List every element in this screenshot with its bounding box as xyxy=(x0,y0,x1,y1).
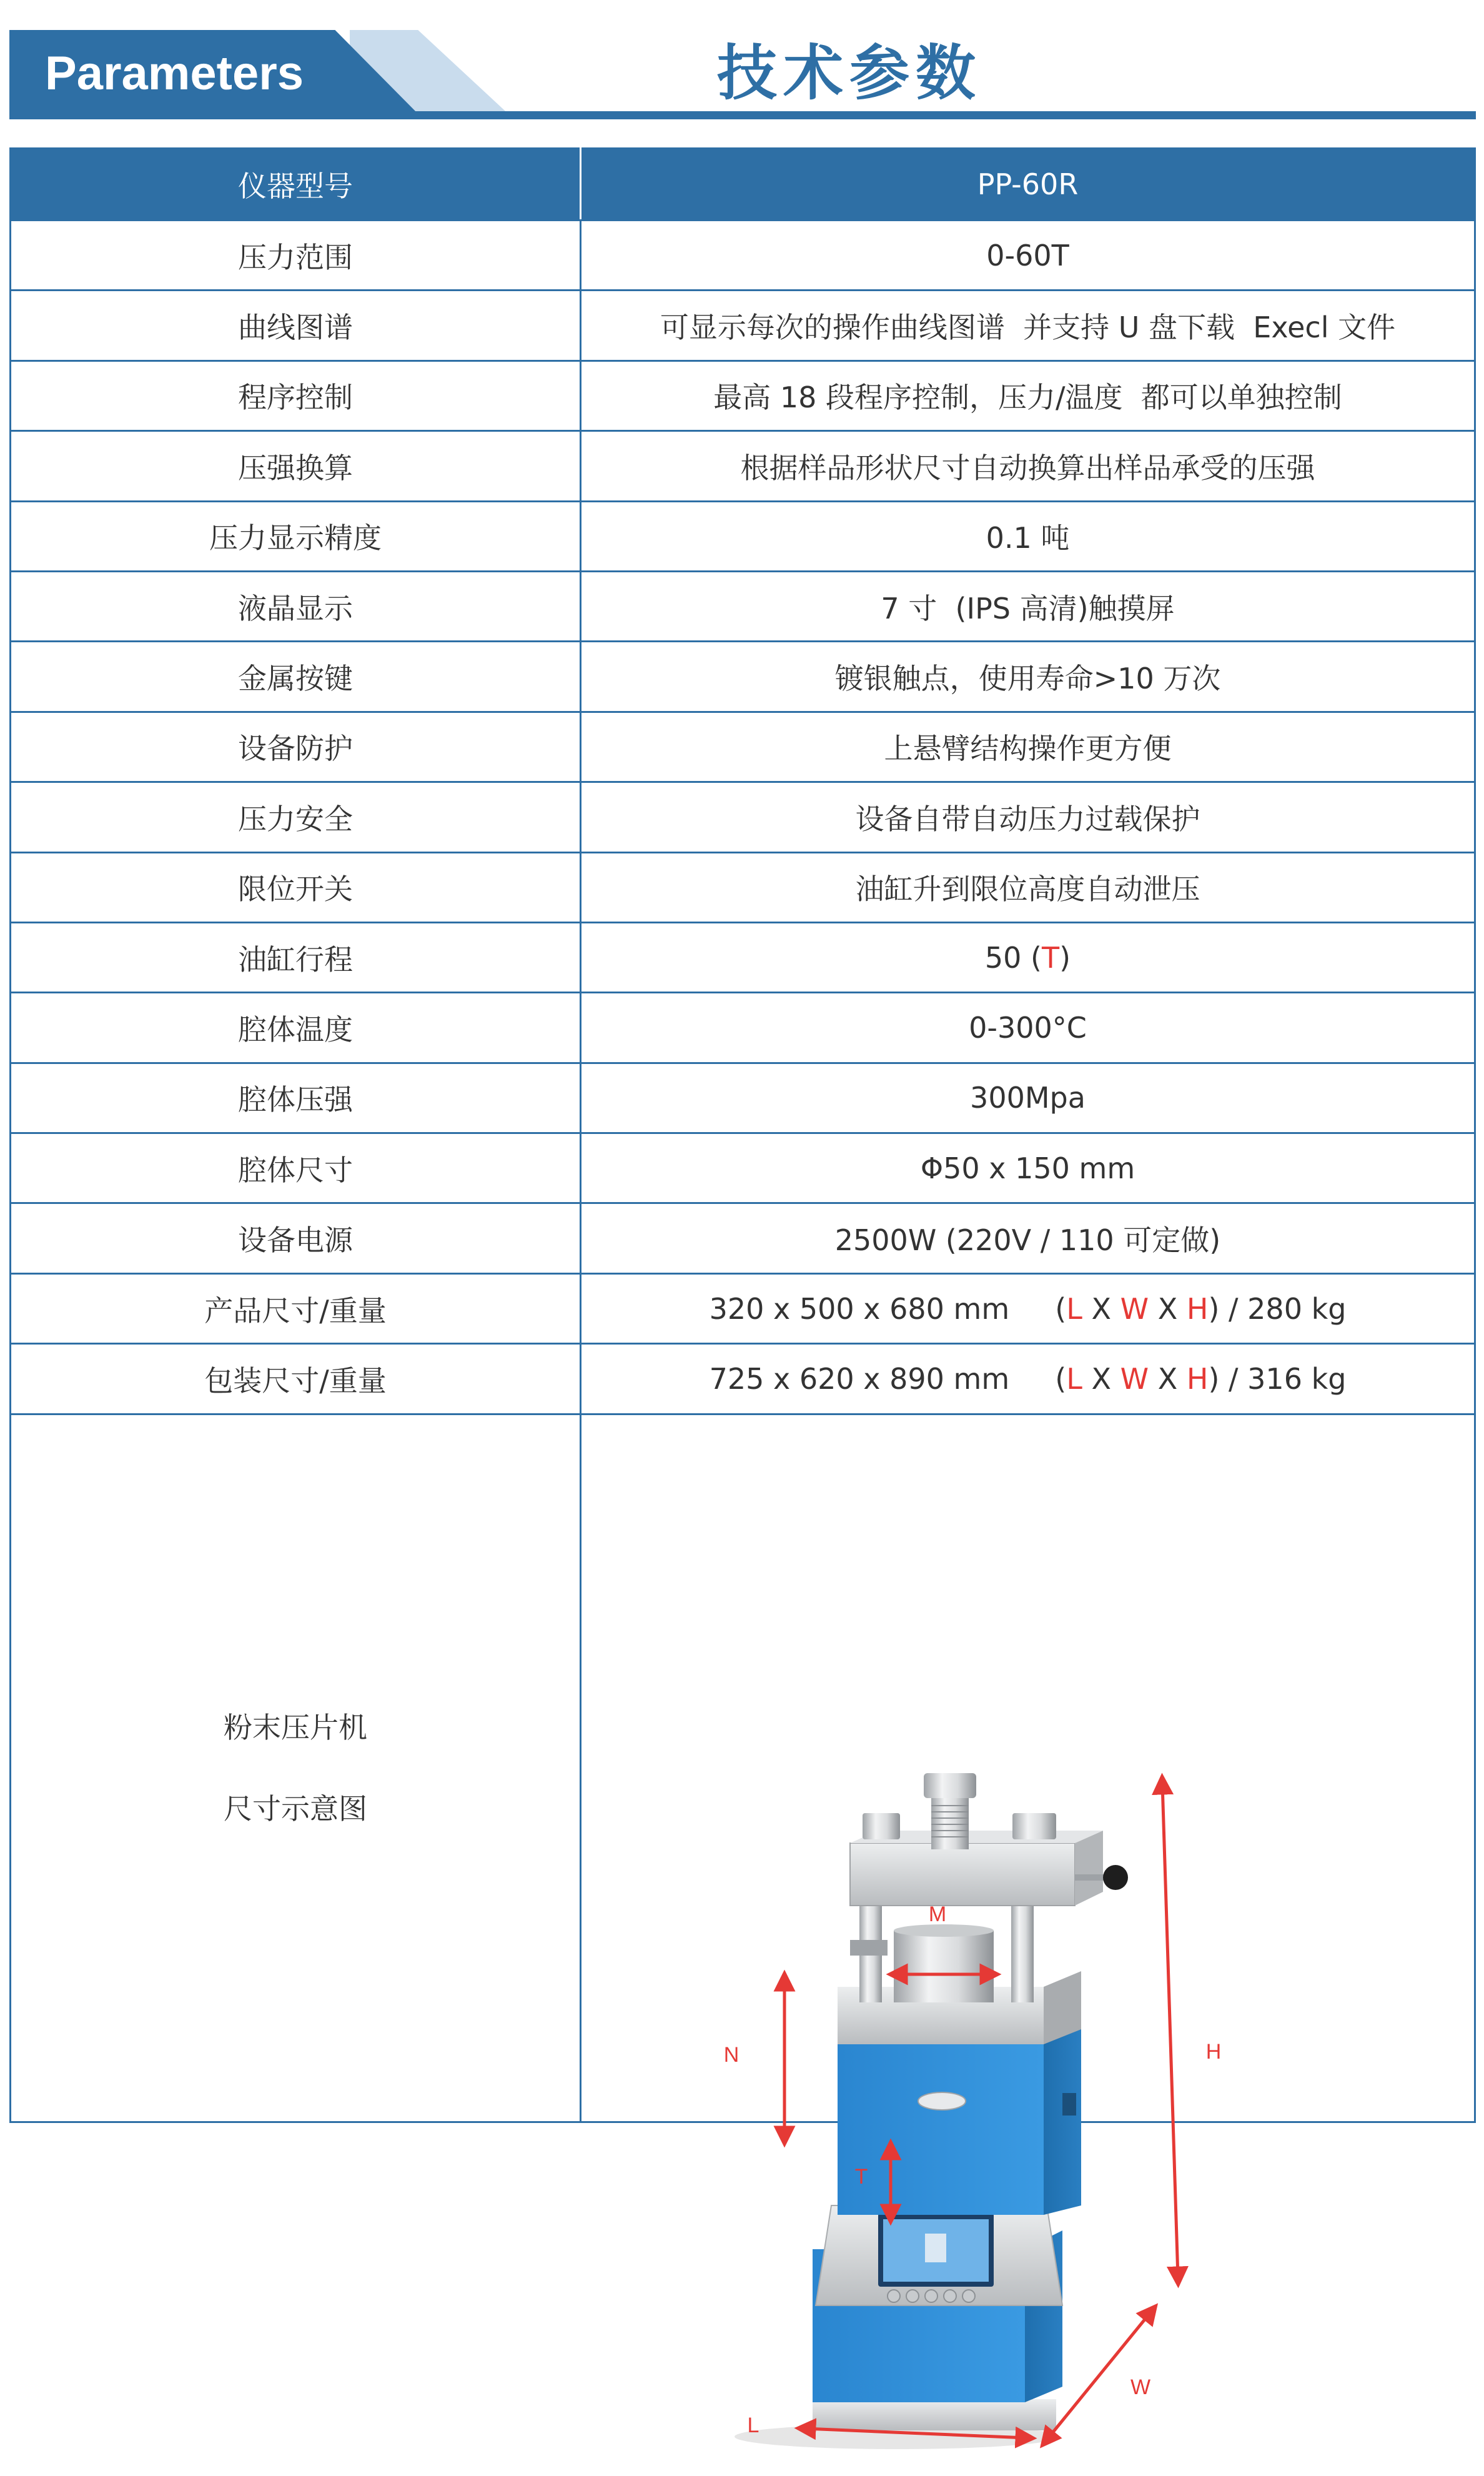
row-label: 腔体温度 xyxy=(11,993,581,1063)
table-row xyxy=(11,922,1475,992)
dim-letter-h: H xyxy=(1186,1291,1209,1326)
table-row xyxy=(11,712,1475,782)
crossbeam-front xyxy=(850,1843,1075,1906)
row-label: 腔体尺寸 xyxy=(11,1133,581,1203)
row-label: 设备电源 xyxy=(11,1203,581,1273)
table-row-diagram xyxy=(11,1414,1475,2122)
row-value: 根据样品形状尺寸自动换算出样品承受的压强 xyxy=(581,431,1475,501)
row-label: 油缸行程 xyxy=(11,922,581,992)
press-machine-illustration xyxy=(581,1768,1476,2476)
row-value: 0.1 吨 xyxy=(581,501,1475,571)
screw-head xyxy=(924,1773,976,1798)
row-value xyxy=(581,922,1475,992)
header-title-en: Parameters xyxy=(45,47,304,100)
nut-right xyxy=(1012,1813,1056,1839)
row-label: 压力显示精度 xyxy=(11,501,581,571)
product-dims: 320 x 500 x 680 mm xyxy=(709,1291,1010,1326)
stroke-value-suffix: ) xyxy=(1059,940,1071,975)
row-value: 设备自带自动压力过载保护 xyxy=(581,782,1475,852)
body-side-window xyxy=(1062,2093,1076,2116)
dimension-label-t: T xyxy=(854,2164,868,2189)
dim-letter-l: L xyxy=(1066,1361,1082,1396)
stroke-value-unit: T xyxy=(1042,940,1060,975)
table-row xyxy=(11,1203,1475,1273)
table-row xyxy=(11,1344,1475,1414)
row-value: 300Mpa xyxy=(581,1063,1475,1133)
dimension-label-l: L xyxy=(747,2413,759,2437)
table-row xyxy=(11,221,1475,291)
package-dims: 725 x 620 x 890 mm xyxy=(709,1361,1010,1396)
row-value: 0-60T xyxy=(581,221,1475,291)
row-label: 腔体压强 xyxy=(11,1063,581,1133)
row-label: 产品尺寸/重量 xyxy=(11,1273,581,1343)
panel-button xyxy=(906,2290,919,2302)
dim-sep: X xyxy=(1149,1291,1187,1326)
row-label: 曲线图谱 xyxy=(11,291,581,360)
row-label: 程序控制 xyxy=(11,360,581,430)
dim-sep: X xyxy=(1082,1361,1120,1396)
row-value: 镀银触点，使用寿命>10 万次 xyxy=(581,642,1475,712)
dim-letter-l: L xyxy=(1066,1291,1082,1326)
touch-screen-center-tile xyxy=(925,2234,946,2262)
header-divider xyxy=(9,111,1476,119)
row-value: 可显示每次的操作曲线图谱 并支持 U 盘下载 Execl 文件 xyxy=(581,291,1475,360)
press-cylinder-top xyxy=(894,1924,994,1937)
fitting-left xyxy=(850,1940,888,1956)
row-value: 725 x 620 x 890 mm (L X W X H) / 316 kg xyxy=(581,1344,1475,1414)
side-lever-knob xyxy=(1103,1865,1128,1890)
panel-button xyxy=(944,2290,956,2302)
row-value: 7 寸 (IPS 高清)触摸屏 xyxy=(581,571,1475,641)
row-label: 金属按键 xyxy=(11,642,581,712)
header-cell-label: 仪器型号 xyxy=(11,149,581,221)
row-value: 最高 18 段程序控制，压力/温度 都可以单独控制 xyxy=(581,360,1475,430)
row-label: 设备防护 xyxy=(11,712,581,782)
row-value: Φ50 x 150 mm xyxy=(581,1133,1475,1203)
table-row xyxy=(11,1133,1475,1203)
row-label: 包装尺寸/重量 xyxy=(11,1344,581,1414)
dimension-label-n: N xyxy=(723,2042,740,2067)
diagram-cell xyxy=(581,1414,1475,2437)
row-value: 320 x 500 x 680 mm (L X W X H) / 280 kg xyxy=(581,1273,1475,1343)
row-label: 压力安全 xyxy=(11,782,581,852)
diagram-label-line1: 粉末压片机 xyxy=(224,1710,367,1744)
stroke-value-prefix: 50 ( xyxy=(984,940,1042,975)
table-row xyxy=(11,852,1475,922)
parameters-table xyxy=(9,147,1476,2437)
dimension-label-m: M xyxy=(928,1902,947,1926)
dim-letter-w: W xyxy=(1120,1361,1149,1396)
dim-letter-h: H xyxy=(1186,1361,1209,1396)
table-row xyxy=(11,291,1475,360)
table-row xyxy=(11,431,1475,501)
dim-sep: X xyxy=(1082,1291,1120,1326)
row-label: 液晶显示 xyxy=(11,571,581,641)
table-header-row xyxy=(11,149,1475,221)
dim-letter-w: W xyxy=(1120,1291,1149,1326)
table-row xyxy=(11,571,1475,641)
row-label: 限位开关 xyxy=(11,852,581,922)
row-value: 2500W (220V / 110 可定做) xyxy=(581,1203,1475,1273)
table-row xyxy=(11,782,1475,852)
row-label: 压力范围 xyxy=(11,221,581,291)
dimension-arrow-h xyxy=(1162,1784,1178,2277)
page-header xyxy=(0,0,1484,125)
column-right xyxy=(1011,1890,1034,2002)
nut-left xyxy=(863,1813,900,1839)
row-value: 上悬臂结构操作更方便 xyxy=(581,712,1475,782)
dimension-label-h: H xyxy=(1205,2039,1222,2064)
machine-base xyxy=(813,2399,1056,2430)
panel-button xyxy=(925,2290,937,2302)
row-value: 0-300°C xyxy=(581,993,1475,1063)
table-row xyxy=(11,993,1475,1063)
header-cell-value: PP-60R xyxy=(581,149,1475,221)
diagram-label-line2: 尺寸示意图 xyxy=(224,1791,367,1826)
panel-button xyxy=(888,2290,900,2302)
package-weight: ) / 316 kg xyxy=(1208,1361,1347,1396)
dimension-label-w: W xyxy=(1130,2375,1151,2399)
product-weight: ) / 280 kg xyxy=(1208,1291,1347,1326)
press-cylinder xyxy=(894,1931,994,2002)
front-handle-slot xyxy=(918,2092,966,2110)
dim-sep: X xyxy=(1149,1361,1187,1396)
diagram-label-cell xyxy=(11,1414,581,2122)
panel-button xyxy=(962,2290,975,2302)
table-row xyxy=(11,1273,1475,1343)
table-row xyxy=(11,642,1475,712)
row-label: 压强换算 xyxy=(11,431,581,501)
crossbeam-side xyxy=(1075,1831,1103,1906)
table-row xyxy=(11,1063,1475,1133)
header-title-cn: 技术参数 xyxy=(717,38,982,108)
table-row xyxy=(11,501,1475,571)
table-row xyxy=(11,360,1475,430)
row-value: 油缸升到限位高度自动泄压 xyxy=(581,852,1475,922)
